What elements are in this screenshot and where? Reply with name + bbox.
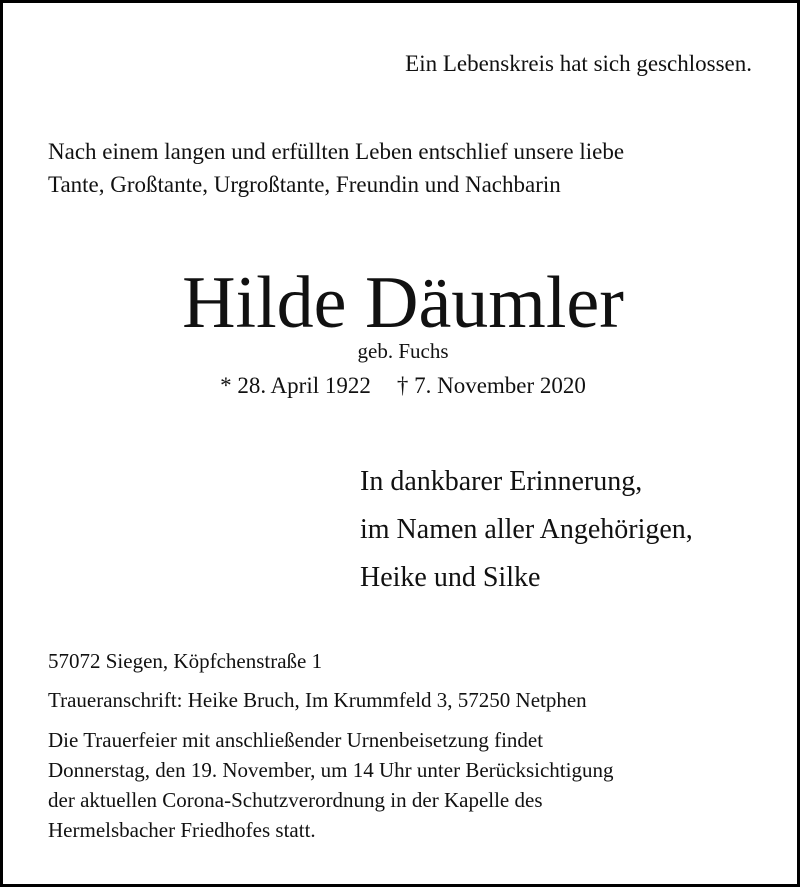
intro-line: Tante, Großtante, Urgroßtante, Freundin und Nachbarin: [48, 172, 561, 197]
motto-line: Ein Lebenskreis hat sich geschlossen.: [405, 51, 752, 76]
ceremony-line: der aktuellen Corona-Schutzverordnung in der Kapelle des: [48, 788, 543, 812]
mourning-address: Traueranschrift: Heike Bruch, Im Krummfeld 3, 57250 Netphen: [48, 688, 587, 712]
intro-text: [48, 135, 624, 201]
intro-line: Nach einem langen und erfüllten Leben entschlief unsere liebe: [48, 139, 625, 164]
ceremony-info: [48, 725, 613, 845]
deceased-name: Hilde Däumler: [182, 262, 624, 344]
closing-signature: [360, 458, 693, 602]
death-date: † 7. November 2020: [396, 373, 586, 398]
ceremony-line: Hermelsbacher Friedhofes statt.: [48, 818, 316, 842]
residence-address: 57072 Siegen, Köpfchenstraße 1: [48, 649, 323, 673]
maiden-name: geb. Fuchs: [357, 339, 449, 363]
life-dates: [3, 373, 800, 399]
ceremony-line: Donnerstag, den 19. November, um 14 Uhr unter Berücksichtigung: [48, 758, 614, 782]
closing-line: Heike und Silke: [360, 562, 541, 593]
ceremony-line: Die Trauerfeier mit anschließender Urnenbeisetzung findet: [48, 728, 544, 752]
closing-line: im Namen aller Angehörigen,: [360, 514, 693, 545]
closing-line: In dankbarer Erinnerung,: [360, 466, 643, 497]
birth-date: * 28. April 1922: [220, 373, 371, 398]
